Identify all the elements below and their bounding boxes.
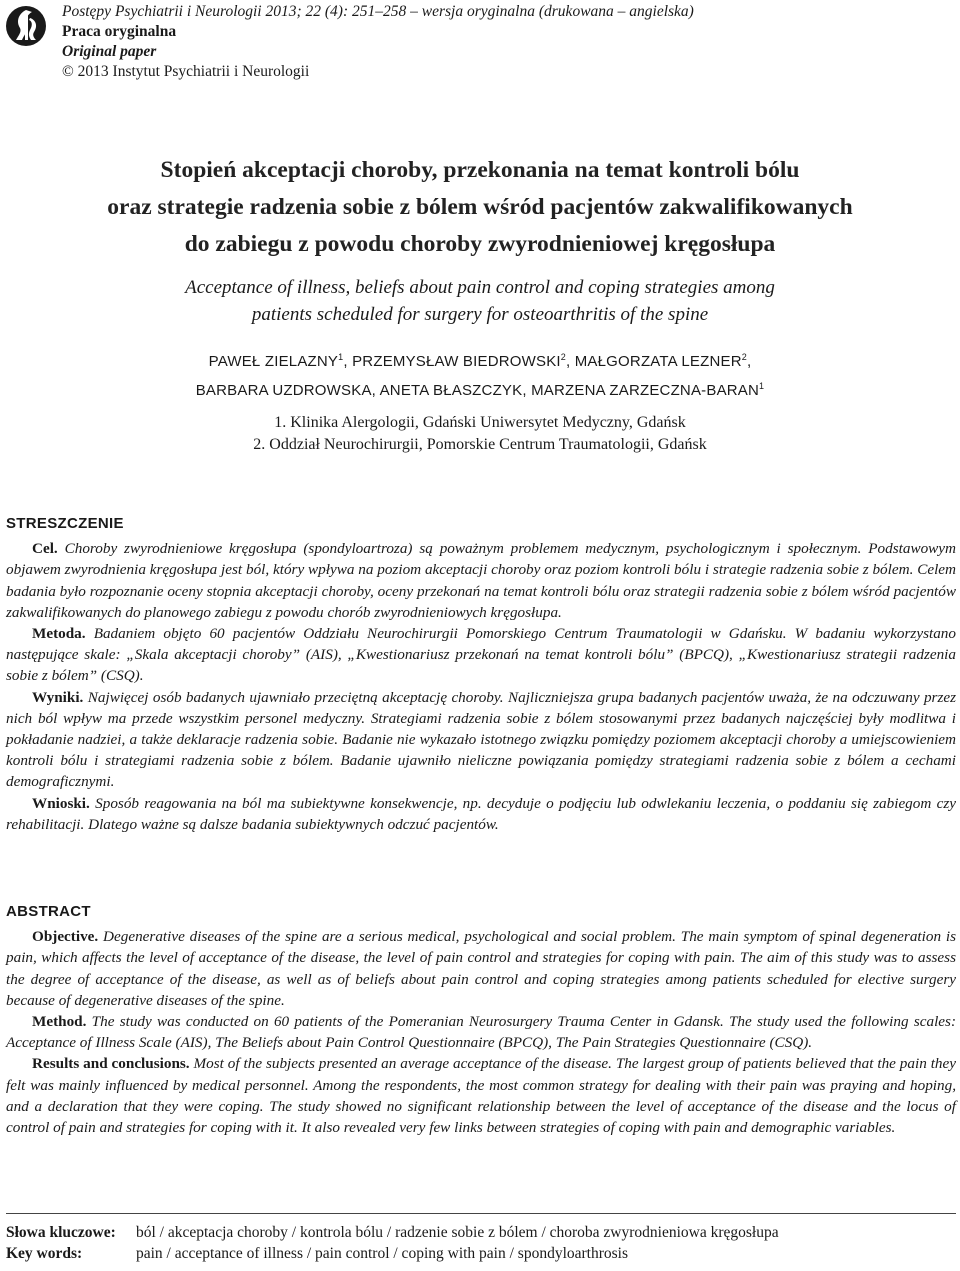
keywords-block [6,1222,779,1264]
abstract-method [6,1011,956,1053]
results-text: Most of the subjects presented an average acceptance of the disease. The largest group of patients believed that the pain they felt was mainly influenced by medical personnel. Among the respondents, the most common strategy for dealing with their pain was praying and hoping, and a declaration that they were coping. The study showed no significant relationship between the level of acceptance of the disease and the locus of control of pain and strategies for coping with it. It also revealed very few links between strategies of coping with pain and demographic variables. [6,1055,957,1137]
author-separator: , [565,353,575,370]
subtitle-line: patients scheduled for surgery for osteoarthritis of the spine [251,304,709,325]
journal-logo-icon [4,4,48,48]
keywords-en-label: Key words: [6,1245,83,1262]
author-name: ANETA BŁASZCZYK [379,382,523,399]
keywords-en-row [6,1243,779,1264]
metoda-label: Metoda. [32,625,86,643]
paper-type-pl: Praca oryginalna [62,23,177,40]
affiliation-item: 2. Oddział Neurochirurgii, Pomorskie Centrum Traumatologii, Gdańsk [253,436,707,453]
keywords-pl-value: ból / akceptacja choroby / kontrola bólu / radzenie sobie z bólem / choroba zwyrodnieniowa kręgosłupa [136,1224,779,1241]
streszczenie-section [6,513,956,835]
wyniki-label: Wyniki. [32,688,84,706]
author-separator: , [747,353,752,370]
abstract-results [6,1053,956,1138]
method-label: Method. [32,1013,87,1031]
abstract-heading: ABSTRACT [6,903,91,920]
keywords-divider [6,1213,956,1214]
author-name: PAWEŁ ZIELAZNY [208,353,339,370]
results-label: Results and conclusions. [32,1055,190,1073]
abstract-objective [6,926,956,1011]
journal-header [62,2,694,82]
cel-text: Choroby zwyrodnieniowe kręgosłupa (spondyloartroza) są poważnym problemem medycznym, psychologicznym i społecznym. Podstawowym objawem zwyrodnienia kręgosłupa jest ból, który wpływa na poziom akceptacji choroby oraz poziom kontroli bólu i strategie radzenia sobie z bólem. Celem badania było rozpoznanie oceny stopnia akceptacji choroby, oceny przekonań na temat kontroli bólu oraz strategii radzenia sobie z bólem wśród pacjentów zakwalifikowanych do planowego zabiegu z powodu chorób zwyrodnieniowych kręgosłupa. [6,540,957,621]
keywords-en-value: pain / acceptance of illness / pain control / coping with pain / spondyloarthrosis [136,1245,629,1262]
paper-subtitle [0,274,960,328]
author-affiliation-mark: 1 [338,352,344,362]
streszczenie-wnioski [6,793,956,835]
wyniki-text: Najwięcej osób badanych ujawniało przeciętną akceptację choroby. Najliczniejsza grupa badanych pacjentów uważa, że na odczuwany przez nich ból wpływ ma przede wszystkim personel medyczny. Strategiami radzenia sobie z bólem stosowanymi przez badanych najczęściej były modlitwa i pokładanie nadziei, a także deklaracje radzenia sobie. Badanie nie wykazało istotnego związku pomiędzy poziomem akceptacji choroby a umiejscowieniem kontroli bólu i strategiami radzenia sobie z bólem. Badanie ujawniło nieliczne powiązania pomiędzy strategiami radzenia sobie z bólem a cechami demograficznymi. [6,688,957,791]
author-affiliation-mark: 1 [759,381,765,391]
paper-type-en: Original paper [62,43,157,60]
wnioski-label: Wnioski. [32,794,90,812]
affiliations [0,412,960,456]
streszczenie-cel [6,538,956,623]
abstract-section [6,901,956,1138]
wnioski-text: Sposób reagowania na ból ma subiektywne konsekwencje, np. decyduje o podjęciu lub odwlekaniu leczenia, o poddaniu się zabiegom czy rehabilitacji. Dlatego ważne są dalsze badania subiektywnych odczuć pacjentów. [6,794,957,833]
keywords-pl-row [6,1222,779,1243]
author-line [0,374,960,403]
cel-label: Cel. [32,540,58,558]
author-affiliation-mark: 2 [741,352,747,362]
author-name: MARZENA ZARZECZNA-BARAN [531,382,760,399]
author-affiliation-mark: 2 [560,352,566,362]
keywords-pl-label: Słowa kluczowe: [6,1224,116,1241]
metoda-text: Badaniem objęto 60 pacjentów Oddziału Neurochirurgii Pomorskiego Centrum Traumatologii w Gdańsku. W badaniu wykorzystano następujące skale: „Skala akceptacji choroby” (AIS), „Kwestionariusz przekonań na temat kontroli bólu” (BPCQ), „Kwestionariusz strategii radzenia sobie z bólem” (CSQ). [6,625,956,685]
journal-citation: Postępy Psychiatrii i Neurologii 2013; 22 (4): 251–258 – wersja oryginalna (drukowana – angielska) [62,3,694,20]
author-name: MAŁGORZATA LEZNER [574,353,742,370]
streszczenie-heading: STRESZCZENIE [6,515,124,532]
author-line [0,345,960,374]
streszczenie-wyniki [6,687,956,793]
author-separator: , [522,382,532,399]
affiliation-item: 1. Klinika Alergologii, Gdański Uniwersytet Medyczny, Gdańsk [274,414,686,431]
author-name: PRZEMYSŁAW BIEDROWSKI [352,353,561,370]
paper-title [0,152,960,263]
streszczenie-metoda [6,623,956,687]
title-line: oraz strategie radzenia sobie z bólem wśród pacjentów zakwalifikowanych [107,194,853,220]
method-text: The study was conducted on 60 patients of the Pomeranian Neurosurgery Trauma Center in Gdansk. The study used the following scales: Acceptance of Illness Scale (AIS), The Beliefs about Pain Control Questionnaire (BPCQ), The Pain Strategies Questionnaire (CSQ). [6,1013,957,1052]
title-line: do zabiegu z powodu choroby zwyrodnieniowej kręgosłupa [184,231,776,257]
objective-text: Degenerative diseases of the spine are a serious medical, psychological and social problem. The main symptom of spinal degeneration is pain, which affects the level of acceptance of the disease, the level of pain control and strategies for coping with pain. The aim of this study was to assess the degree of acceptance of the disease, as well as of beliefs about pain control and coping strategies among patients scheduled for elective surgery because of degenerative diseases of the spine. [6,928,957,1009]
title-line: Stopień akceptacji choroby, przekonania na temat kontroli bólu [160,157,800,183]
objective-label: Objective. [32,928,99,946]
copyright: © 2013 Instytut Psychiatrii i Neurologii [62,63,310,80]
author-separator: , [371,382,380,399]
author-list [0,345,960,403]
subtitle-line: Acceptance of illness, beliefs about pain control and coping strategies among [185,277,775,298]
author-separator: , [343,353,353,370]
author-name: BARBARA UZDROWSKA [195,382,372,399]
